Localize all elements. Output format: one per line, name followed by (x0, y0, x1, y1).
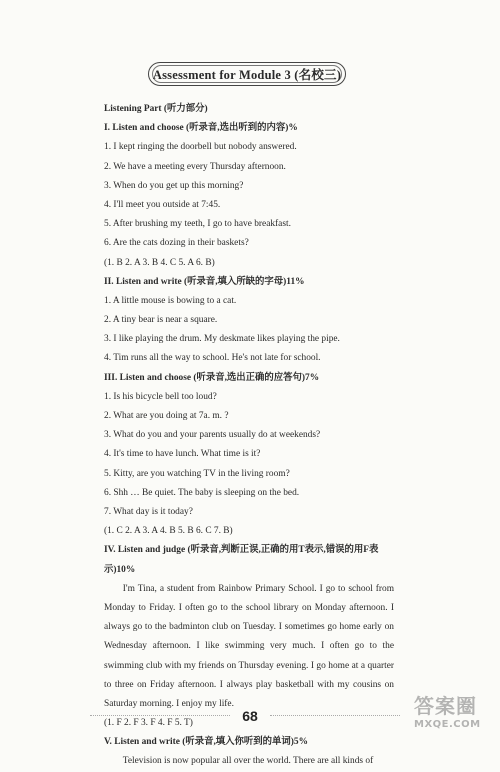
text-line: I. Listen and choose (听录音,选出听到的内容)% (104, 123, 298, 134)
text-line: 6. Shh … Be quiet. The baby is sleeping on the bed. (104, 487, 300, 498)
text-line: III. Listen and choose (听录音,选出正确的应答句)7% (104, 372, 320, 383)
text-line: 示)10% (104, 564, 136, 575)
text-line: 3. I like playing the drum. My deskmate likes playing the pipe. (104, 334, 340, 345)
text-line: 5. After brushing my teeth, I go to have breakfast. (104, 219, 291, 230)
text-line: 4. Tim runs all the way to school. He's not late for school. (104, 353, 321, 364)
text-line: 3. When do you get up this morning? (104, 180, 244, 191)
text-line: 1. I kept ringing the doorbell but nobody answered. (104, 142, 297, 153)
text-line: 1. Is his bicycle bell too loud? (104, 391, 217, 402)
text-line: 6. Are the cats dozing in their baskets? (104, 238, 249, 249)
text-line: 2. What are you doing at 7a. m. ? (104, 411, 229, 421)
text-line: 2. We have a meeting every Thursday afternoon. (104, 161, 286, 172)
module-title-box (148, 62, 346, 86)
text-line: 4. It's time to have lunch. What time is it? (104, 449, 261, 460)
watermark-top: 答案圈 (414, 694, 477, 718)
passage-paragraph: I'm Tina, a student from Rainbow Primary School. I go to school from Monday to Friday. I often go to the school library on Monday afternoon. I always go to the badminton club on Tuesday. I sometimes go home early on Wednesday afternoon. I like swimming very much. I often go to the swimming club with my friends on Thursday evening. I go home at a quarter to three on Friday afternoon. I always play basketball with my cousins on Saturday morning. I enjoy my life. (104, 583, 394, 709)
text-line: 1. A little mouse is bowing to a cat. (104, 295, 237, 306)
text-line: II. Listen and write (听录音,填入所缺的字母)11% (104, 276, 305, 287)
listening-part-heading: Listening Part (听力部分) (104, 104, 208, 114)
section-v-heading: V. Listen and write (听录音,填入你听到的单词)5% (104, 737, 308, 748)
text-line: 2. A tiny bear is near a square. (104, 315, 218, 326)
text-line: 7. What day is it today? (104, 506, 193, 517)
text-line: (1. C 2. A 3. A 4. B 5. B 6. C 7. B) (104, 526, 233, 537)
content-area (104, 100, 394, 772)
module-title: Assessment for Module 3 (名校三) (152, 68, 342, 82)
text-line: IV. Listen and judge (听录音,判断正误,正确的用T表示,错误的用F表 (104, 545, 379, 556)
section-v-text: Television is now popular all over the world. There are all kinds of (122, 756, 374, 767)
watermark-logo (414, 690, 500, 736)
text-line: 3. What do you and your parents usually do at weekends? (104, 430, 321, 441)
question-lines (104, 119, 394, 580)
text-line: 4. I'll meet you outside at 7:45. (104, 199, 221, 210)
page-number: 68 (242, 708, 258, 724)
answers-section-iv: (1. F 2. F 3. F 4. F 5. T) (104, 718, 193, 729)
text-line: (1. B 2. A 3. B 4. C 5. A 6. B) (104, 257, 215, 268)
text-line: 5. Kitty, are you watching TV in the living room? (104, 468, 290, 479)
watermark-bottom: MXQE.COM (414, 719, 481, 730)
